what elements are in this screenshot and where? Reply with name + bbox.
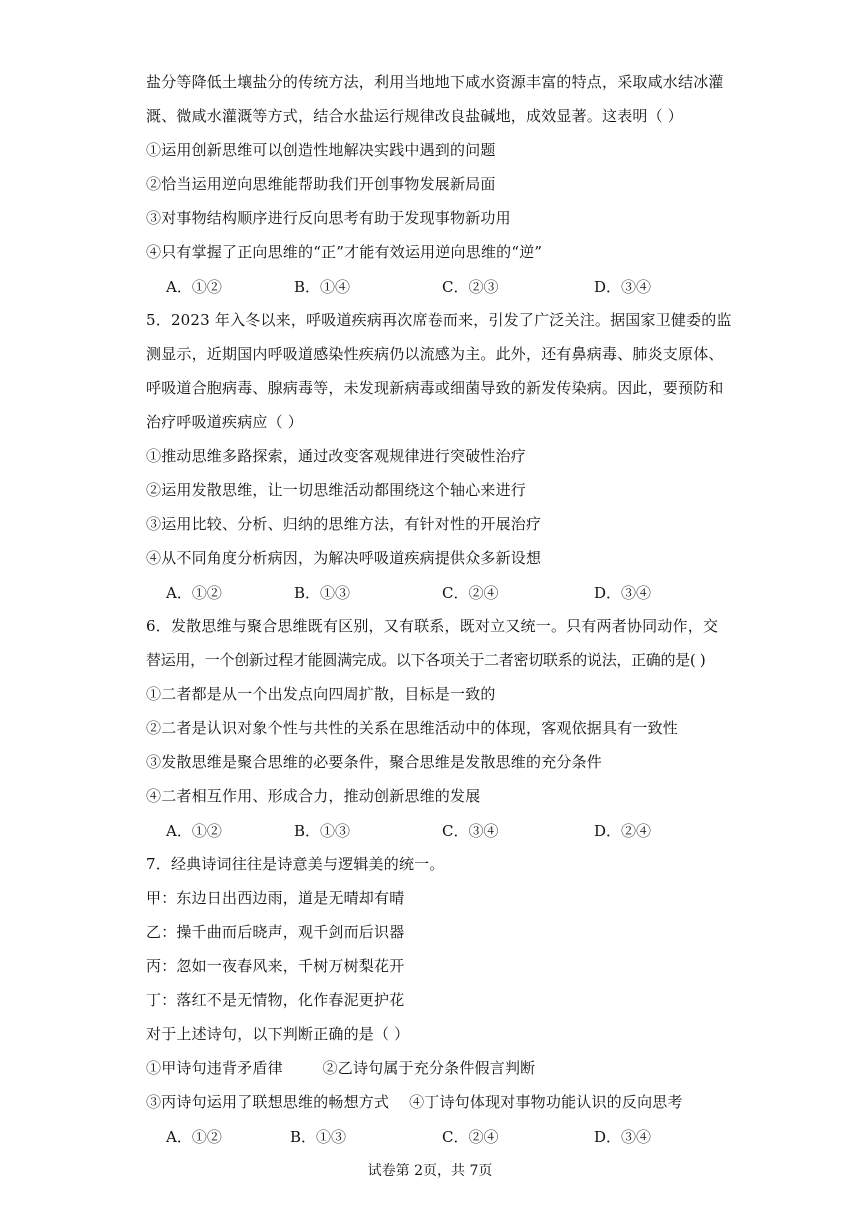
- statement-row-2: ③丙诗句运用了联想思维的畅想方式 ④丁诗句体现对事物功能认识的反向思考: [146, 1093, 683, 1111]
- option-a[interactable]: A．①②: [166, 822, 222, 840]
- statement-1: ①推动思维多路探索，通过改变客观规律进行突破性治疗: [146, 447, 527, 465]
- option-d[interactable]: D．③④: [594, 278, 652, 296]
- option-a[interactable]: A．①②: [166, 278, 222, 296]
- page-footer: 试卷第 2页，共 7页: [367, 1163, 493, 1179]
- statement-4: ④只有掌握了正向思维的“正”才能有效运用逆向思维的“逆”: [146, 243, 543, 261]
- statement-2: ②二者是认识对象个性与共性的关系在思维活动中的体现，客观依据具有一致性: [146, 719, 679, 737]
- statement-row-1: ①甲诗句违背矛盾律 ②乙诗句属于充分条件假言判断: [146, 1059, 536, 1077]
- question-text-line: 溉、微咸水灌溉等方式，结合水盐运行规律改良盐碱地，成效显著。这表明（ ）: [146, 107, 683, 125]
- option-c[interactable]: C．②④: [442, 1128, 499, 1146]
- statement-3: ③发散思维是聚合思维的必要条件，聚合思维是发散思维的充分条件: [146, 753, 603, 771]
- option-c[interactable]: C．②③: [442, 278, 499, 296]
- question-text-line: 测显示，近期国内呼吸道感染性疾病仍以流感为主。此外，还有鼻病毒、肺炎支原体、: [146, 345, 724, 363]
- option-a[interactable]: A．①②: [166, 584, 222, 602]
- option-c[interactable]: C．③④: [442, 822, 499, 840]
- statement-4: ④从不同角度分析病因，为解决呼吸道疾病提供众多新设想: [146, 549, 542, 567]
- option-b[interactable]: B．①③: [290, 1128, 347, 1146]
- option-c[interactable]: C．②④: [442, 584, 499, 602]
- option-d[interactable]: D．②④: [594, 822, 652, 840]
- option-b[interactable]: B．①④: [294, 278, 351, 296]
- poem-line-ding: 丁：落红不是无情物，化作春泥更护花: [146, 991, 405, 1009]
- statement-1: ①运用创新思维可以创造性地解决实践中遇到的问题: [146, 141, 496, 159]
- question-text-line: 7．经典诗词往往是诗意美与逻辑美的统一。: [146, 855, 445, 873]
- poem-line-yi: 乙：操千曲而后晓声，观千剑而后识器: [146, 923, 405, 941]
- option-a[interactable]: A．①②: [166, 1128, 222, 1146]
- statement-3: ③对事物结构顺序进行反向思考有助于发现事物新功用: [146, 209, 511, 227]
- option-b[interactable]: B．①③: [294, 822, 351, 840]
- question-text-line: 5．2023 年入冬以来，呼吸道疾病再次席卷而来，引发了广泛关注。据国家卫健委的监: [146, 311, 732, 329]
- question-prompt: 对于上述诗句，以下判断正确的是（ ）: [146, 1025, 410, 1043]
- poem-line-jia: 甲：东边日出西边雨，道是无晴却有晴: [146, 889, 405, 907]
- option-d[interactable]: D．③④: [594, 1128, 652, 1146]
- answer-options: [166, 1126, 726, 1146]
- statement-2: ②恰当运用逆向思维能帮助我们开创事物发展新局面: [146, 175, 496, 193]
- statement-4: ④二者相互作用、形成合力，推动创新思维的发展: [146, 787, 481, 805]
- question-text-line: 6．发散思维与聚合思维既有区别，又有联系，既对立又统一。只有两者协同动作，交: [146, 617, 719, 635]
- poem-line-bing: 丙：忽如一夜春风来，千树万树梨花开: [146, 957, 405, 975]
- statement-3: ③运用比较、分析、归纳的思维方法，有针对性的开展治疗: [146, 515, 542, 533]
- question-text-line: 治疗呼吸道疾病应（ ）: [146, 413, 303, 431]
- question-text-line: 呼吸道合胞病毒、腺病毒等，未发现新病毒或细菌导致的新发传染病。因此，要预防和: [146, 379, 724, 397]
- answer-options: [166, 820, 726, 840]
- statement-1: ①二者都是从一个出发点向四周扩散，目标是一致的: [146, 685, 496, 703]
- question-text-line: 盐分等降低土壤盐分的传统方法，利用当地地下咸水资源丰富的特点，采取咸水结冰灌: [146, 73, 724, 91]
- statement-2: ②运用发散思维，让一切思维活动都围绕这个轴心来进行: [146, 481, 527, 499]
- option-b[interactable]: B．①③: [294, 584, 351, 602]
- answer-options: [166, 582, 726, 602]
- answer-options: [166, 276, 726, 296]
- option-d[interactable]: D．③④: [594, 584, 652, 602]
- question-text-line: 替运用，一个创新过程才能圆满完成。以下各项关于二者密切联系的说法，正确的是( ): [146, 651, 706, 669]
